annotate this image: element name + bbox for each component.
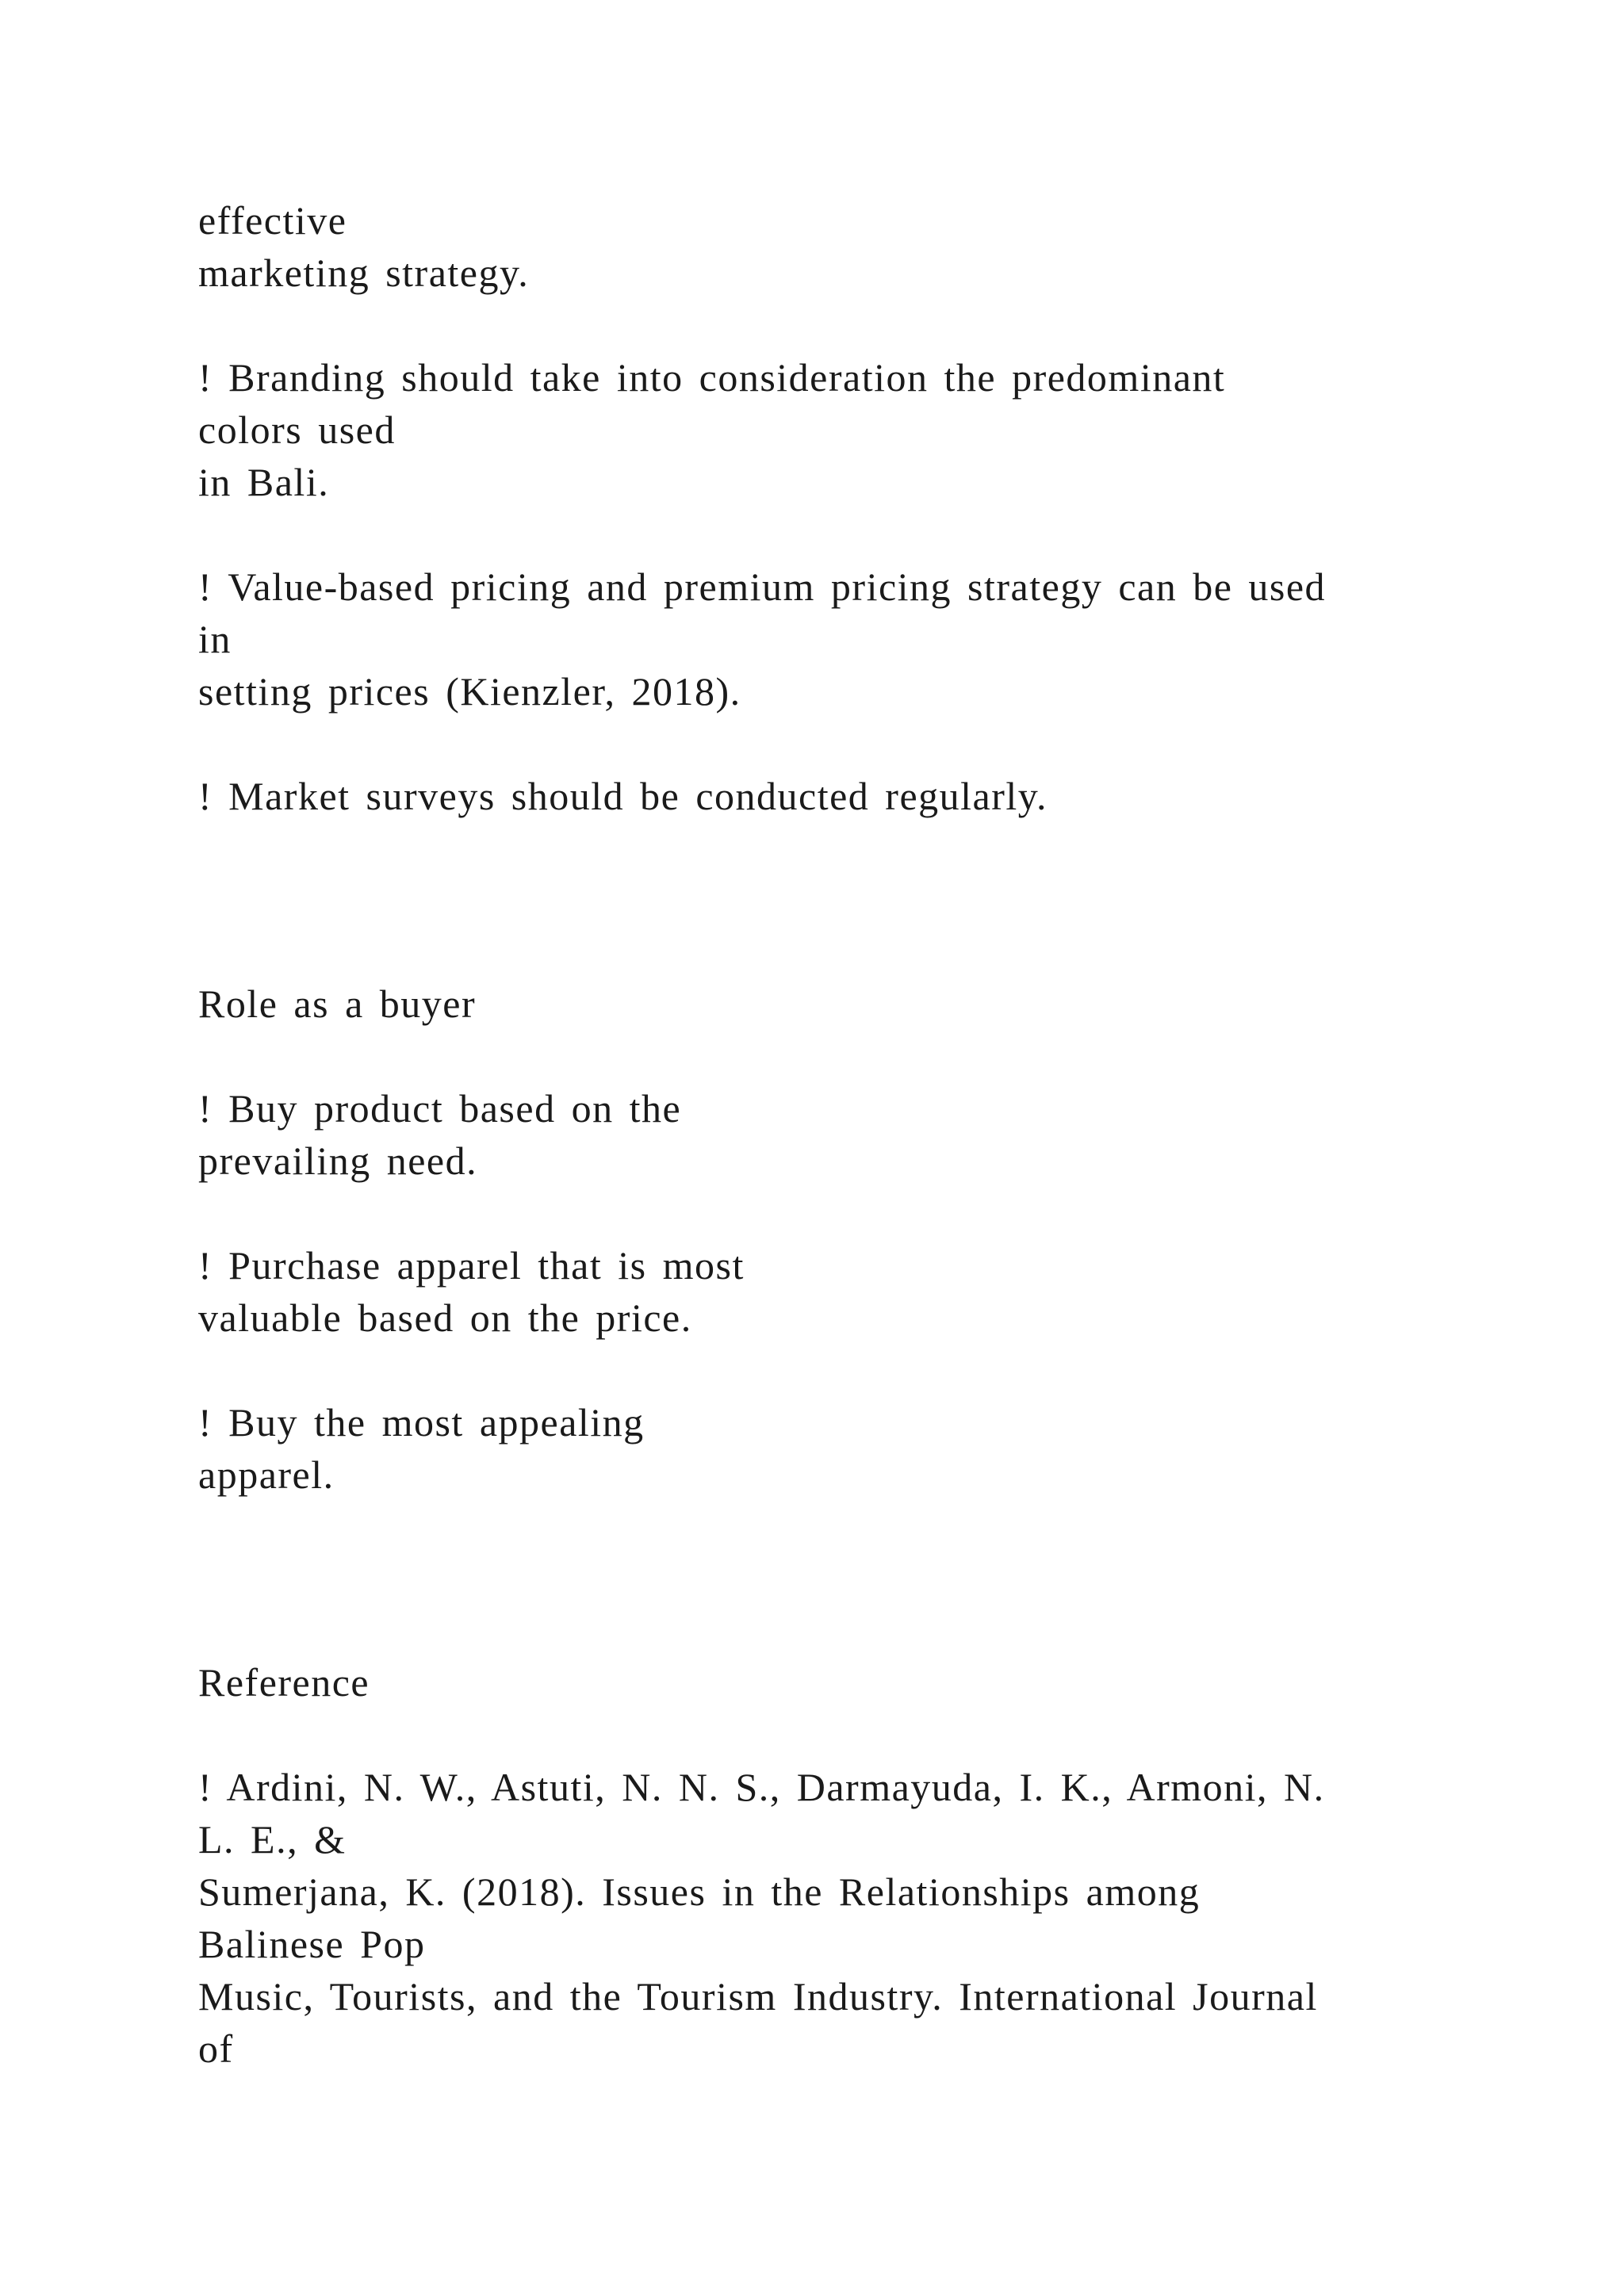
section-heading: Reference bbox=[198, 1660, 370, 1705]
section-heading: Role as a buyer bbox=[198, 982, 477, 1026]
text-line: in Bali. bbox=[198, 460, 330, 504]
bullet-item: ! Purchase apparel that is most bbox=[198, 1243, 745, 1288]
text-line: of bbox=[198, 2026, 234, 2071]
text-line: prevailing need. bbox=[198, 1138, 478, 1183]
reference-item: ! Ardini, N. W., Astuti, N. N. S., Darmayuda, I. K., Armoni, N. bbox=[198, 1765, 1325, 1809]
text-line: in bbox=[198, 617, 232, 661]
bullet-item: ! Buy the most appealing bbox=[198, 1400, 645, 1445]
text-line: effective bbox=[198, 198, 347, 243]
text-line: L. E., & bbox=[198, 1817, 347, 1862]
text-line: setting prices (Kienzler, 2018). bbox=[198, 669, 741, 714]
bullet-item: ! Branding should take into consideration the predominant bbox=[198, 355, 1226, 400]
bullet-item: ! Buy product based on the bbox=[198, 1086, 682, 1131]
text-line: marketing strategy. bbox=[198, 251, 530, 295]
bullet-item: ! Market surveys should be conducted regularly. bbox=[198, 774, 1048, 818]
text-line: Music, Tourists, and the Tourism Industry. International Journal bbox=[198, 1974, 1318, 2019]
text-line: Balinese Pop bbox=[198, 1922, 426, 1966]
text-line: valuable based on the price. bbox=[198, 1295, 692, 1340]
text-line: Sumerjana, K. (2018). Issues in the Relationships among bbox=[198, 1869, 1201, 1914]
text-line: colors used bbox=[198, 408, 396, 452]
text-line: apparel. bbox=[198, 1452, 335, 1497]
bullet-item: ! Value-based pricing and premium pricing strategy can be used bbox=[198, 564, 1327, 609]
